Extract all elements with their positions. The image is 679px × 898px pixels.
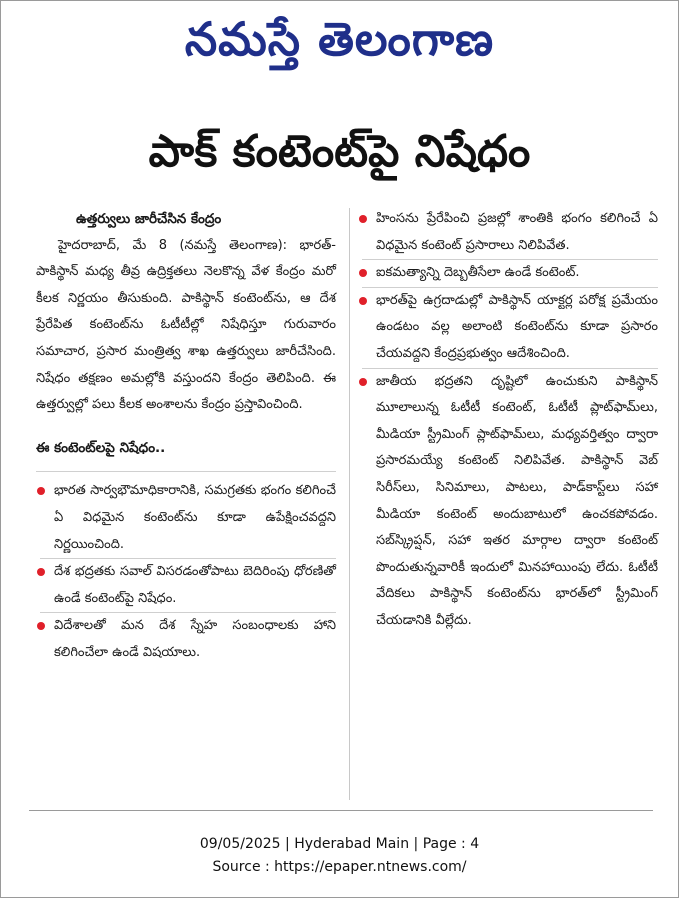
footer-source-link[interactable]: Source : https://epaper.ntnews.com/ — [212, 859, 467, 875]
article-headline: పాక్ కంటెంట్‌పై నిషేధం — [148, 126, 531, 177]
footer-rule — [29, 810, 653, 811]
article-dateline: హైదరాబాద్, మే 8 (నమస్తే తెలంగాణ): — [58, 237, 288, 253]
bullet-item: జాతీయ భద్రతని దృష్టిలో ఉంచుకుని పాకిస్థాన్ మూలాలున్న ఓటీటీ కంటెంట్, ఓటీటీ ప్లాట్‌ఫామ్‌లు, మీడియా స్ట్రీమింగ్ ప్లాట్‌ఫామ్‌లు, మధ్యవర్తిత్వం ద్వారా ప్రసారమయ్యే కంటెంట్ నిలిపివేత. పాకిస్థాన్ వెబ్ సిరీస్‌లు, సినిమాలు, పాటలు, పాడ్‌కాస్ట్‌లు సహా మీడియా కంటెంట్ అందుబాటులో ఉంచకపోవడం. సబ్‌స్క్రిప్షన్, సహా ఇతర మార్గాల ద్వారా కంటెంట్ పొందుతున్నవారికీ ఇందులో మినహాయింపు లేదు. ఓటీటీ వేదికలు పాకిస్థాన్ కంటెంట్‌ను భారత్‌లో స్ట్రీమింగ్ చేయడానికి వీల్లేదు. — [358, 369, 658, 635]
article-left-column — [36, 206, 336, 667]
section-heading: ఈ కంటెంట్‌లపై నిషేధం.. — [36, 439, 166, 456]
bullet-item: భారత సార్వభౌమాధికారానికి, సమగ్రతకు భంగం కలిగించే ఏ విధమైన కంటెంట్‌ను కూడా ఉపేక్షించవద్దని నిర్ణయించింది. — [36, 478, 336, 558]
bullet-item: విదేశాలతో మన దేశ స్నేహ సంబంధాలకు హాని కలిగించేలా ఉండే విషయాలు. — [36, 613, 336, 666]
article-body — [36, 233, 336, 419]
bullet-item: దేశ భద్రతకు సవాల్ విసరడంతోపాటు బెదిరింపు ధోరణితో ఉండే కంటెంట్‌పై నిషేధం. — [36, 559, 336, 612]
column-divider — [349, 208, 350, 800]
article-subheading: ఉత్తర్వులు జారీచేసిన కేంద్రం — [76, 211, 222, 227]
section-rule — [36, 471, 336, 472]
article-body-text: భారత్-పాకిస్థాన్ మధ్య తీవ్ర ఉద్రిక్తతలు నెలకొన్న వేళ కేంద్రం మరో కీలక నిర్ణయం తీసుకుంది. పాకిస్థాన్ కంటెంట్‌ను, ఆ దేశ ప్రేరేపిత కంటెంట్‌ను ఓటీటీల్లో నిషేధిస్తూ గురువారం సమాచార, ప్రసార మంత్రిత్వ శాఖ ఉత్తర్వులు జారీచేసింది. నిషేధం తక్షణం అమల్లోకి వస్తుందని కేంద్రం తెలిపింది. ఈ ఉత్తర్వుల్లో పలు కీలక అంశాలను కేంద్రం ప్రస్తావించింది. — [36, 237, 336, 413]
article-right-column — [358, 206, 658, 635]
bullet-item: భారత్‌పై ఉగ్రదాడుల్లో పాకిస్థాన్ యాక్టర్ల పరోక్ష ప్రమేయం ఉండటం వల్ల అలాంటి కంటెంట్‌ను కూడా ప్రసారం చేయవద్దని కేంద్రప్రభుత్వం ఆదేశించింది. — [358, 288, 658, 368]
bullet-item: హింసను ప్రేరేపించి ప్రజల్లో శాంతికి భంగం కలిగించే ఏ విధమైన కంటెంట్ ప్రసారాలు నిలిపివేత. — [358, 206, 658, 259]
newspaper-masthead: నమస్తే తెలంగాణ — [184, 12, 495, 66]
bullet-item: ఐకమత్యాన్ని దెబ్బతీసేలా ఉండే కంటెంట్. — [358, 260, 658, 287]
footer-edition-info: 09/05/2025 | Hyderabad Main | Page : 4 — [199, 836, 480, 852]
